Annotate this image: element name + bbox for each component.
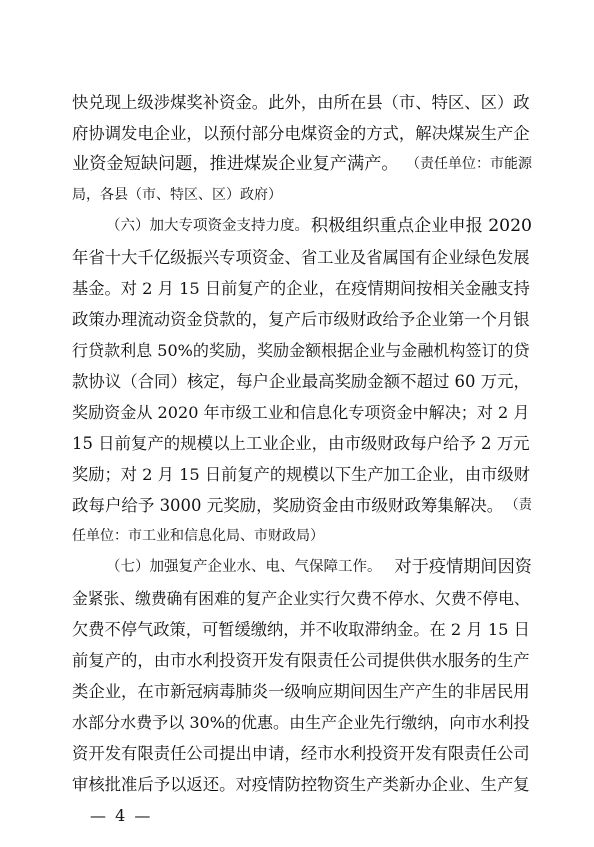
text-segment: 欠费不停气政策，可暂缓缴纳，并不收取滞纳金。在 2 月 15 日 (72, 620, 530, 639)
page-number: — 4 — (90, 806, 153, 825)
text-line (72, 87, 532, 118)
text-line (72, 397, 532, 428)
text-line (72, 118, 532, 149)
text-segment: 政策办理流动资金贷款的，复产后市级财政给予企业第一个月银 (72, 310, 530, 329)
text-segment: 资开发有限责任公司提出申请，经市水利投资开发有限责任公司 (72, 744, 530, 763)
text-line (72, 273, 532, 304)
text-segment: 业资金短缺问题，推进煤炭企业复产满产。 (72, 154, 399, 174)
text-line (72, 583, 532, 614)
text-line (72, 304, 532, 335)
text-line (72, 242, 532, 273)
text-line (72, 645, 532, 676)
section-heading-line (72, 211, 532, 242)
text-line (72, 707, 532, 738)
text-line (72, 676, 532, 707)
text-segment: 审核批准后予以返还。对疫情防控物资生产类新办企业、生产复 (72, 775, 530, 794)
text-segment: 积极组织重点企业申报 2020 (310, 216, 532, 236)
text-segment: 年省十大千亿级振兴专项资金、省工业及省属国有企业绿色发展 (72, 248, 530, 267)
text-line (72, 180, 532, 211)
text-line (72, 521, 532, 552)
section-heading: （七）加强复产企业水、电、气保障工作。 (106, 559, 382, 575)
text-segment: 前复产的，由市水利投资开发有限责任公司提供供水服务的生产 (72, 651, 530, 670)
text-segment: 府协调发电企业，以预付部分电煤资金的方式，解决煤炭生产企 (72, 124, 530, 143)
section-heading-line (72, 552, 532, 583)
text-line (72, 769, 532, 800)
text-segment: 款协议（合同）核定，每户企业最高奖励金额不超过 60 万元， (72, 372, 530, 391)
text-segment: 政每户给予 3000 元奖励，奖励资金由市级财政筹集解决。 (72, 496, 504, 515)
text-line (72, 149, 532, 180)
text-line (72, 490, 532, 521)
text-line (72, 335, 532, 366)
text-segment: 金紧张、缴费确有困难的复产企业实行欠费不停水、欠费不停电、 (72, 589, 530, 608)
text-segment: 行贷款利息 50%的奖励，奖励金额根据企业与金融机构签订的贷 (72, 341, 530, 360)
responsible-unit-note: （责 (505, 498, 532, 513)
text-line (72, 366, 532, 397)
responsible-unit-note: （责任单位：市能源 (406, 156, 532, 172)
text-segment: 水部分水费予以 30%的优惠。由生产企业先行缴纳，向市水利投 (72, 713, 530, 732)
text-segment: 快兑现上级涉煤奖补资金。此外，由所在县（市、特区、区）政 (72, 93, 530, 112)
text-segment: 奖励；对 2 月 15 日前复产的规模以下生产加工企业，由市级财 (72, 465, 530, 484)
text-segment: 对于疫情期间因资 (394, 557, 532, 577)
section-heading: （六）加大专项资金支持力度。 (106, 218, 309, 234)
text-line (72, 614, 532, 645)
text-line (72, 459, 532, 490)
text-segment: 奖励资金从 2020 年市级工业和信息化专项资金中解决；对 2 月 (72, 403, 530, 422)
responsible-unit-note: 任单位：市工业和信息化局、市财政局） (72, 528, 324, 544)
responsible-unit-note: 局，各县（市、特区、区）政府） (72, 187, 282, 203)
document-body (72, 87, 532, 800)
text-line (72, 738, 532, 769)
text-segment: 类企业，在市新冠病毒肺炎一级响应期间因生产产生的非居民用 (72, 682, 530, 701)
text-segment: 基金。对 2 月 15 日前复产的企业，在疫情期间按相关金融支持 (72, 279, 530, 298)
text-segment: 15 日前复产的规模以上工业企业，由市级财政每户给予 2 万元 (72, 434, 530, 453)
text-line (72, 428, 532, 459)
